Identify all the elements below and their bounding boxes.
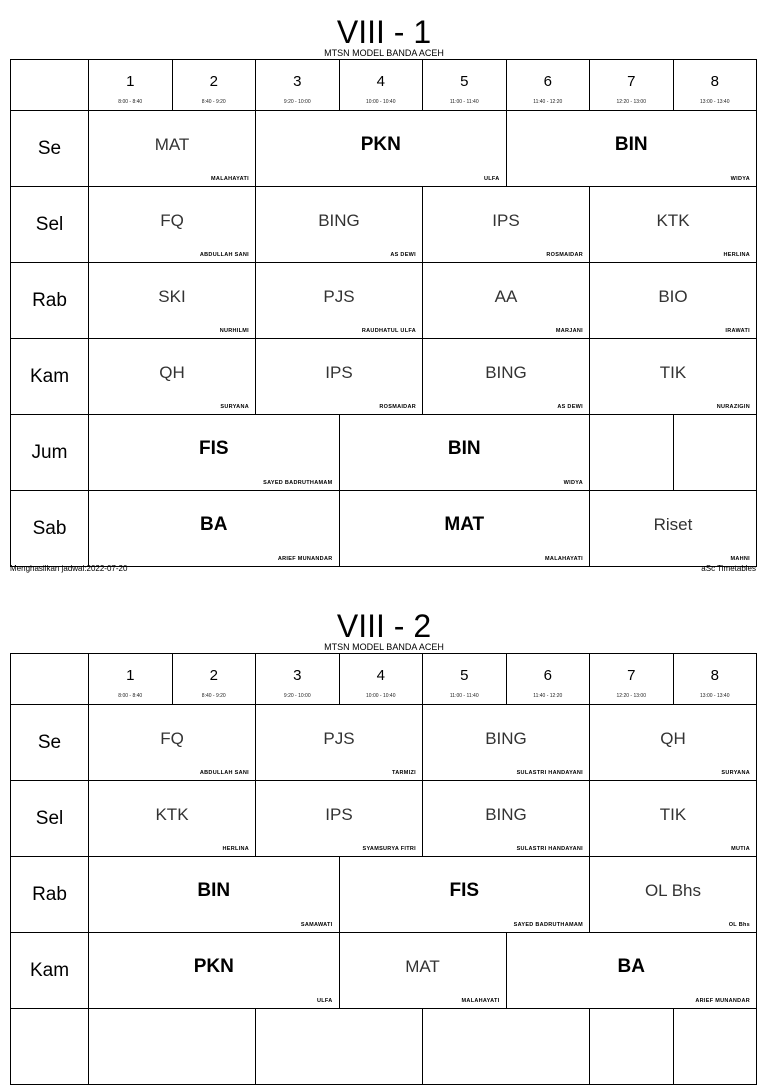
lesson-subject: IPS (325, 363, 353, 382)
lesson-teacher: MALAHAYATI (211, 176, 249, 182)
period-number: 4 (376, 73, 385, 90)
lesson-cell[interactable] (89, 1009, 256, 1085)
period-number: 8 (710, 73, 719, 90)
period-header (507, 654, 591, 705)
lesson-cell[interactable] (590, 415, 674, 491)
software-credit: aSc Timetables (701, 564, 756, 573)
period-number: 2 (209, 667, 218, 684)
lesson-cell[interactable] (256, 781, 423, 857)
lesson-subject: BING (318, 211, 360, 230)
period-header (340, 60, 424, 111)
day-cell (11, 415, 89, 491)
period-number: 3 (293, 667, 302, 684)
lesson-teacher: ULFA (316, 998, 333, 1004)
lesson-teacher: IRAWATI (725, 328, 750, 334)
day-cell (11, 491, 89, 567)
lesson-cell[interactable] (507, 933, 758, 1009)
lesson-teacher: ROSMAIDAR (379, 404, 416, 410)
lesson-subject: BA (200, 514, 228, 535)
lesson-teacher: ABDULLAH SANI (199, 770, 249, 776)
day-cell (11, 857, 89, 933)
period-time: 10:00 - 10:40 (366, 693, 396, 699)
day-label: Se (37, 137, 62, 159)
lesson-subject: PJS (323, 287, 355, 306)
period-number: 4 (376, 667, 385, 684)
lesson-cell[interactable] (590, 339, 757, 415)
lesson-subject: MAT (444, 514, 485, 535)
lesson-teacher: SYAMSURYA FITRI (362, 846, 416, 852)
lesson-teacher: SULASTRI HANDAYANI (516, 770, 583, 776)
timetable-title: VIII - 1 (336, 14, 432, 50)
lesson-cell[interactable] (590, 491, 757, 567)
lesson-teacher: ROSMAIDAR (546, 252, 583, 258)
lesson-teacher: SURYANA (220, 404, 249, 410)
period-number: 3 (293, 73, 302, 90)
day-cell (11, 933, 89, 1009)
lesson-subject: IPS (325, 805, 353, 824)
period-number: 5 (460, 667, 469, 684)
period-number: 1 (126, 667, 135, 684)
lesson-subject: BING (485, 729, 527, 748)
lesson-teacher: AS DEWI (557, 404, 583, 410)
period-number: 6 (543, 667, 552, 684)
lesson-cell[interactable] (423, 263, 590, 339)
period-header (674, 654, 758, 705)
lesson-teacher: MARJANI (555, 328, 583, 334)
lesson-cell[interactable] (256, 111, 507, 187)
period-header (89, 654, 173, 705)
period-header (423, 654, 507, 705)
day-cell (11, 705, 89, 781)
lesson-cell[interactable] (89, 415, 340, 491)
lesson-subject: KTK (155, 805, 189, 824)
period-time: 8:40 - 9:20 (201, 99, 226, 105)
lesson-teacher: HERLINA (723, 252, 750, 258)
period-number: 1 (126, 73, 135, 90)
period-header (590, 654, 674, 705)
lesson-subject: SKI (158, 287, 186, 306)
lesson-cell[interactable] (340, 933, 507, 1009)
lesson-cell[interactable] (89, 933, 340, 1009)
lesson-teacher: OL Bhs (728, 922, 750, 928)
day-cell (11, 111, 89, 187)
lesson-teacher: MALAHAYATI (545, 556, 583, 562)
lesson-cell[interactable] (256, 187, 423, 263)
lesson-teacher: ARIEF MUNANDAR (277, 556, 333, 562)
period-time: 9:20 - 10:00 (283, 693, 311, 699)
lesson-subject: PKN (360, 134, 401, 155)
period-time: 10:00 - 10:40 (366, 99, 396, 105)
lesson-teacher: SULASTRI HANDAYANI (516, 846, 583, 852)
lesson-teacher: WIDYA (730, 176, 750, 182)
lesson-subject: TIK (659, 363, 687, 382)
period-time: 8:40 - 9:20 (201, 693, 226, 699)
period-header (173, 60, 257, 111)
lesson-cell[interactable] (674, 1009, 758, 1085)
lesson-teacher: SURYANA (721, 770, 750, 776)
lesson-cell[interactable] (256, 263, 423, 339)
lesson-cell[interactable] (89, 705, 256, 781)
day-label: Sel (35, 213, 64, 235)
lesson-subject: PKN (193, 956, 234, 977)
period-header (590, 60, 674, 111)
day-cell (11, 1009, 89, 1085)
lesson-cell[interactable] (89, 857, 340, 933)
lesson-subject: BING (485, 363, 527, 382)
lesson-cell[interactable] (674, 415, 758, 491)
lesson-cell[interactable] (340, 491, 591, 567)
day-label: Kam (29, 365, 70, 387)
lesson-cell[interactable] (256, 705, 423, 781)
period-header (173, 654, 257, 705)
period-header (507, 60, 591, 111)
day-label: Rab (32, 883, 67, 905)
lesson-cell[interactable] (590, 781, 757, 857)
lesson-cell[interactable] (256, 1009, 423, 1085)
period-header (340, 654, 424, 705)
lesson-cell[interactable] (590, 187, 757, 263)
lesson-teacher: NURHILMI (219, 328, 249, 334)
period-header (256, 654, 340, 705)
period-number: 6 (543, 73, 552, 90)
lesson-teacher: SAMAWATI (300, 922, 333, 928)
lesson-subject: FQ (160, 729, 184, 748)
lesson-teacher: ARIEF MUNANDAR (695, 998, 750, 1004)
lesson-subject: QH (159, 363, 185, 382)
lesson-teacher: TARMIZI (392, 770, 416, 776)
lesson-subject: MAT (154, 135, 190, 154)
lesson-subject: Riset (653, 515, 693, 534)
period-time: 11:40 - 12:20 (533, 693, 563, 699)
period-number: 7 (627, 73, 636, 90)
lesson-subject: FIS (198, 438, 229, 459)
lesson-subject: TIK (659, 805, 687, 824)
period-time: 8:00 - 8:40 (118, 99, 143, 105)
day-cell (11, 187, 89, 263)
lesson-teacher: HERLINA (222, 846, 249, 852)
timetable-title: VIII - 2 (336, 608, 432, 644)
lesson-cell[interactable] (89, 187, 256, 263)
lesson-cell[interactable] (89, 491, 340, 567)
lesson-teacher: ABDULLAH SANI (199, 252, 249, 258)
period-time: 9:20 - 10:00 (283, 99, 311, 105)
day-label: Kam (29, 959, 70, 981)
lesson-cell[interactable] (89, 781, 256, 857)
period-time: 12:20 - 13:00 (616, 693, 646, 699)
lesson-subject: AA (494, 287, 518, 306)
day-cell (11, 263, 89, 339)
lesson-cell[interactable] (89, 263, 256, 339)
lesson-subject: BIO (658, 287, 688, 306)
lesson-teacher: MUTIA (731, 846, 750, 852)
lesson-subject: PJS (323, 729, 355, 748)
school-name: MTSN MODEL BANDA ACEH (324, 642, 444, 652)
period-number: 8 (710, 667, 719, 684)
lesson-teacher: SAYED BADRUTHAMAM (263, 480, 333, 486)
lesson-teacher: MAHNI (730, 556, 750, 562)
lesson-subject: BIN (614, 134, 648, 155)
lesson-subject: IPS (492, 211, 520, 230)
lesson-subject: BING (485, 805, 527, 824)
period-time: 11:40 - 12:20 (533, 99, 563, 105)
lesson-subject: MAT (405, 957, 440, 976)
lesson-teacher: ULFA (483, 176, 500, 182)
day-label: Sel (35, 807, 64, 829)
lesson-cell[interactable] (89, 111, 256, 187)
lesson-cell[interactable] (89, 339, 256, 415)
day-cell (11, 339, 89, 415)
lesson-cell[interactable] (590, 1009, 674, 1085)
school-name: MTSN MODEL BANDA ACEH (324, 48, 444, 58)
lesson-teacher: RAUDHATUL ULFA (361, 328, 416, 334)
lesson-subject: FQ (160, 211, 184, 230)
day-label: Sab (32, 517, 67, 539)
corner-cell (11, 654, 89, 705)
lesson-cell[interactable] (590, 263, 757, 339)
lesson-subject: QH (660, 729, 686, 748)
timetable-grid (10, 653, 757, 1085)
lesson-cell[interactable] (507, 111, 758, 187)
lesson-cell[interactable] (340, 857, 591, 933)
day-cell (11, 781, 89, 857)
lesson-cell[interactable] (423, 1009, 590, 1085)
lesson-cell[interactable] (423, 339, 590, 415)
day-label (11, 1009, 88, 1084)
generated-date: Menghasilkan jadwal:2022-07-20 (10, 564, 128, 573)
lesson-cell[interactable] (423, 187, 590, 263)
period-time: 13:00 - 13:40 (700, 693, 730, 699)
lesson-cell[interactable] (590, 857, 757, 933)
period-time: 11:00 - 11:40 (449, 99, 479, 105)
lesson-subject: BIN (197, 880, 231, 901)
lesson-teacher: SAYED BADRUTHAMAM (513, 922, 583, 928)
lesson-subject: KTK (656, 211, 690, 230)
period-time: 8:00 - 8:40 (118, 693, 143, 699)
day-label: Se (37, 731, 62, 753)
period-header (423, 60, 507, 111)
lesson-cell[interactable] (340, 415, 591, 491)
lesson-subject: OL Bhs (644, 881, 702, 900)
period-header (256, 60, 340, 111)
period-number: 2 (209, 73, 218, 90)
day-label: Jum (31, 441, 68, 463)
lesson-subject: FIS (449, 880, 480, 901)
period-number: 7 (627, 667, 636, 684)
period-time: 11:00 - 11:40 (449, 693, 479, 699)
lesson-cell[interactable] (423, 781, 590, 857)
lesson-teacher: NURAZIGIN (716, 404, 750, 410)
lesson-cell[interactable] (256, 339, 423, 415)
lesson-teacher: AS DEWI (390, 252, 416, 258)
period-time: 12:20 - 13:00 (616, 99, 646, 105)
day-label: Rab (32, 289, 67, 311)
timetable-grid (10, 59, 757, 567)
lesson-teacher: WIDYA (563, 480, 583, 486)
lesson-teacher: MALAHAYATI (461, 998, 500, 1004)
period-header (89, 60, 173, 111)
lesson-subject: BA (617, 956, 645, 977)
period-time: 13:00 - 13:40 (700, 99, 730, 105)
period-number: 5 (460, 73, 469, 90)
corner-cell (11, 60, 89, 111)
period-header (674, 60, 758, 111)
lesson-cell[interactable] (590, 705, 757, 781)
lesson-subject: BIN (447, 438, 481, 459)
lesson-cell[interactable] (423, 705, 590, 781)
